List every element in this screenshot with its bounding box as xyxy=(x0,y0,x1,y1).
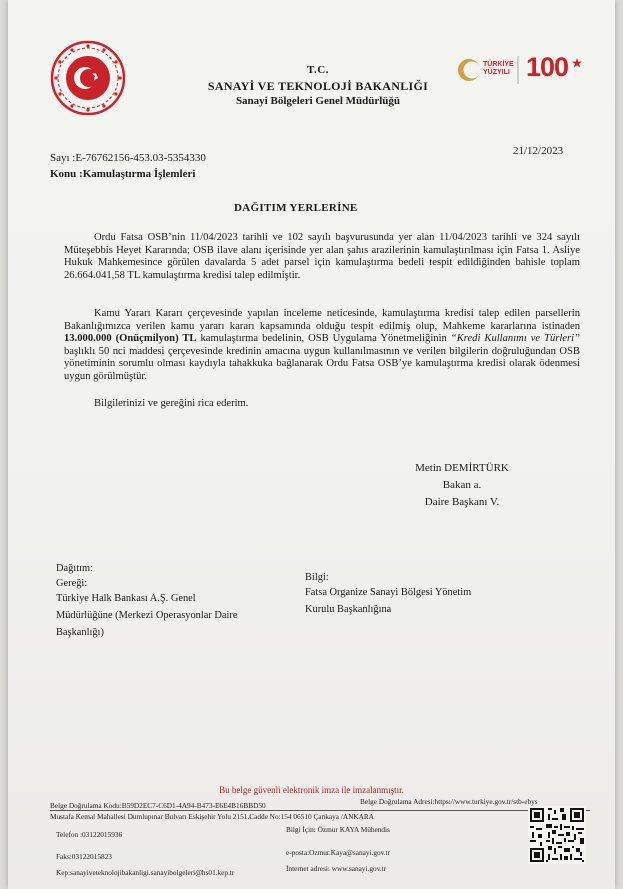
signatory-name: Metin DEMİRTÜRK xyxy=(415,462,509,474)
distribution-gereg-label: Gereği: xyxy=(56,578,88,589)
verification-code: Belge Doğrulama Kodu:B59D2EC7-C6D1-4A94-B473-E6E4B16BBD50 xyxy=(50,801,266,810)
p2-text-b: kamulaştırma bedelinin, OSB Uygulama Yönetmeliğinin xyxy=(196,333,451,345)
p2-quote: “Kredi Kullanımı ve Türleri” xyxy=(450,333,580,345)
verification-address: Belge Doğrulama Adresi:https://www.turkiye.gov.tr/stb-ebys xyxy=(360,797,538,806)
footer-info-contact: Bilgi İçin: Özmur KAYA Mühendis xyxy=(286,825,390,834)
signatory-role-1: Bakan a. xyxy=(442,479,482,491)
document-title: DAĞITIM YERLERİNE xyxy=(234,202,358,214)
body-paragraph-2 xyxy=(64,308,580,384)
star-icon xyxy=(572,58,582,68)
document-page xyxy=(8,0,615,889)
document-date: 21/12/2023 xyxy=(513,145,564,157)
p2-amount: 13.000.000 (Onüçmilyon) TL xyxy=(64,333,197,345)
bilgi-line-1: Fatsa Organize Sanayi Bölgesi Yönetim xyxy=(305,587,472,598)
directorate-name: Sanayi Bölgeleri Genel Müdürlüğü xyxy=(235,95,401,107)
footer-kep: Kep:sanayiveteknolojibakanligi.sanayibolgeleri@hs01.kep.tr xyxy=(56,868,235,877)
logo-text-top: TÜRKİYE xyxy=(483,61,514,68)
footer-website: İnternet adresi: www.sanayi.gov.tr xyxy=(286,864,387,873)
distribution-heading: Dağıtım: xyxy=(56,563,93,574)
distribution-bilgi-label: Bilgi: xyxy=(305,572,329,583)
distribution-gereg-recipient xyxy=(56,590,296,641)
body-paragraph-3: Bilgilerinizi ve gereğini rica ederim. xyxy=(94,398,249,409)
turkiye-yuzyili-logo xyxy=(456,52,584,88)
logo-100: 100 xyxy=(526,52,569,82)
document-number: Sayı :E-76762156-453.03-5354330 xyxy=(50,152,206,164)
logo-text-bottom: YÜZYILI xyxy=(483,69,510,76)
gereg-line-1: Türkiye Halk Bankası A.Ş. Genel xyxy=(56,593,196,604)
footer-divider xyxy=(50,810,590,811)
gereg-line-2: Müdürlüğüne (Merkezi Operasyonlar Daire xyxy=(56,610,238,621)
footer-fax: Faks:03122015823 xyxy=(56,852,112,861)
p2-text-a: Kamu Yararı Kararı çerçevesinde yapılan inceleme neticesinde, kamulaştırma kredisi talep edilen parsellerin Bakanlığımızca verilen kamu yararı kararı kapsamında olduğu tespit edilmiş olup, Mahkeme kararlarına istinaden xyxy=(64,308,580,332)
footer-email: e-posta:Ozmur.Kaya@sanayi.gov.tr xyxy=(286,848,391,857)
document-subject: Konu :Kamulaştırma İşlemleri xyxy=(50,168,196,180)
e-signature-notice: Bu belge güvenli elektronik imza ile imzalanmıştır. xyxy=(219,785,404,795)
footer-address: Mustafa Kemal Mahallesi Dumlupınar Bulvarı Eskişehir Yolu 2151.Cadde No:154 06510 Çankaya /ANKARA xyxy=(50,812,375,821)
ministry-emblem-icon xyxy=(50,40,126,116)
qr-code-icon xyxy=(528,806,586,864)
gereg-line-3: Başkanlığı) xyxy=(56,627,104,638)
bilgi-line-2: Kurulu Başkanlığına xyxy=(305,604,392,615)
p2-text-c: başlıklı 50 nci maddesi çerçevesinde kredinin amacına uygun kullanılmasının ve verilen bilgilerin doğruluğundan OSB yönetiminin sorumlu olması kaydıyla tahakkuka bağlanarak Ordu Fatsa OSB’ye kamulaştırma kredisi olarak ödenmesi uygun görülmüştür. xyxy=(64,345,580,382)
ministry-name: SANAYİ VE TEKNOLOJİ BAKANLIĞI xyxy=(207,79,429,93)
body-paragraph-1: Ordu Fatsa OSB’nin 11/04/2023 tarihli ve 102 sayılı başvurusunda yer alan 11/04/2023 tarihli ve 324 sayılı Müteşebbis Heyet Kararında; OSB ilave alanı içerisinde yer alan şahıs arazilerinin kamulaştırılması için Fatsa 1. Asliye Hukuk Mahkemesince görülen davalarda 5 adet parsel için kamulaştırma bedeli tespit edildiğinden bahisle toplam 26.664.041,58 TL kamulaştırma kredisi talep edilmiştir. xyxy=(64,232,580,281)
distribution-bilgi-recipient xyxy=(305,584,565,618)
footer-phone: Telefon :03122015936 xyxy=(56,830,123,839)
signatory-role-2: Daire Başkanı V. xyxy=(424,496,500,508)
header-tc: T.C. xyxy=(307,64,329,76)
